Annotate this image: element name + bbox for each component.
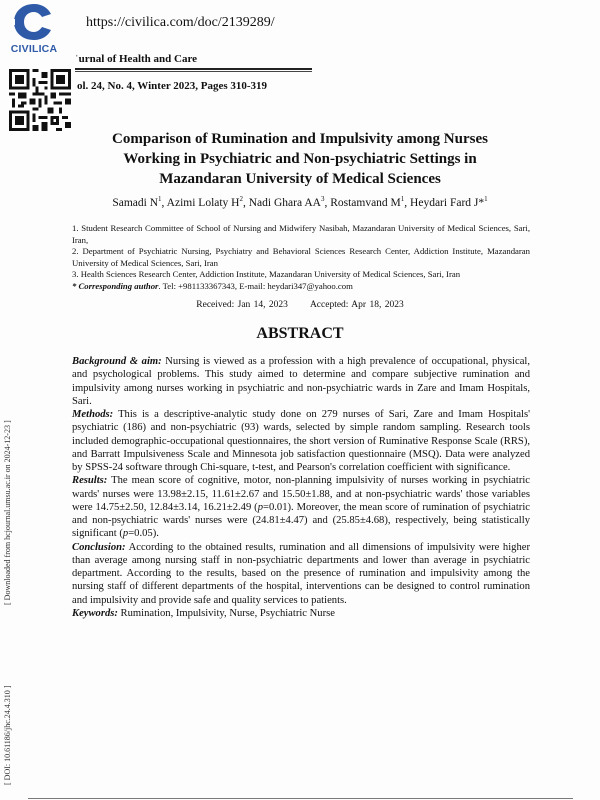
abstract-body [72,355,530,620]
civilica-logo[interactable] [4,2,64,58]
civilica-c-icon [11,2,57,42]
abstract-background: Background & aim: Nursing is viewed as a profession with a high prevalence of occupational, physical, and psychological problems. This study aimed to determine and compare subjective rumination and impulsivity among nurses working in psychiatric and non-psychiatric wards in Zare and Imam Hospitals, Sari. [72,356,530,407]
doi-stamp[interactable]: [ DOI: 10.61186/jhc.24.4.310 ] [3,685,12,785]
author-list: Samadi $N^1$, Azimi Lolaty $H^2$, Nadi Ghara $AA^3$, Rostamvand $M^1$, Heydari Fard J*$^1$ [112,195,488,209]
download-stamp: [ Downloaded from hcjournal.umsu.ac.ir on 2024-12-23 ] [3,420,12,605]
author: Rostamvand $M^1$ [330,195,405,209]
affiliation: 1. Student Research Committee of School of Nursing and Midwifery Nasibah, Mazandaran University of Medical Sciences, Sari, Iran, [72,223,530,245]
abstract-conclusion: Conclusion: According to the obtained results, rumination and all dimensions of impulsivity were higher than average among nursing staff in non-psychiatric departments and lower than average in psychiatric department. According to the results, based on the presence of rumination and impulsivity among the nursing staff of different departments of the hospital, interventions can be designed to control rumination and impulsivity and provide safe and quality services to patients. [72,541,530,606]
document-url[interactable]: https://civilica.com/doc/2139289/ [86,15,275,30]
accepted-date: Accepted: Apr 18, 2023 [309,300,404,310]
header-rule [75,68,312,70]
title-line: Mazandaran University of Medical Sciences [159,171,441,187]
affiliation: 3. Health Sciences Research Center, Addiction Institute, Mazandaran University of Medical Sciences, Sari, Iran [72,269,461,280]
abstract-methods: Methods: This is a descriptive-analytic study done on 279 nurses of Sari, Zare and Imam Hospitals' psychiatric (186) and non-psychiatric (93) wards, selected by simple random sampling. Research tools included demographic-occupational questionnaires, the short version of Ruminative Response Scale (RRS), and Barratt Impulsiveness Scale and Minnesota job satisfaction questionnaire (MSQ). Data were analyzed by SPSS-24 software through Chi-square, t-test, and Pearson's correlation coefficient with significance. [72,409,530,473]
abstract-keywords: Keywords: Rumination, Impulsivity, Nurse, Psychiatric Nurse [72,607,335,619]
qr-code-icon [9,69,71,131]
footer-rule [28,798,573,799]
title-line: Comparison of Rumination and Impulsivity among Nurses [112,131,488,147]
corresponding-author: * Corresponding author. Tel: +981133367343, E-mail: heydari347@yahoo.com [72,280,353,291]
abstract-results: Results: The mean score of cognitive, motor, non-planning impulsivity of nurses working in psychiatric wards' nurses were 13.98±2.15, 11.61±2.67 and 15.50±1.88, and at non-psychiatric wards' those variables were 14.75±2.50, 12.84±3.14, 16.21±2.49 (p=0.01). Moreover, the mean score of rumination of psychiatric and non-psychiatric wards' nurses were (24.81±4.47) and (25.85±4.68), respectively, being statistically significant (p=0.05). [72,475,530,540]
title-line: Working in Psychiatric and Non-psychiatric Settings in [123,151,477,167]
author: Azimi Lolaty $H^2$ [166,195,243,209]
article-dates [60,300,540,310]
affiliation: 2. Department of Psychiatric Nursing, Psychiatry and Behavioral Sciences Research Center, Addiction Institute, Mazandaran University of Medical Sciences, Sari, Iran [72,246,530,268]
corresponding-contact[interactable]: . Tel: +981133367343, E-mail: heydari347@yahoo.com [158,280,353,291]
author: Nadi Ghara $AA^3$ [248,195,325,209]
journal-name: ˈurnal of Health and Care [75,53,198,65]
volume-issue-line: ol. 24, No. 4, Winter 2023, Pages 310-319 [77,80,268,92]
logo-text: CIVILICA [10,43,58,55]
received-date: Received: Jan 14, 2023 [196,300,288,310]
author: Heydari Fard J*$^1$ [410,195,488,209]
article-title [60,129,540,189]
author: Samadi $N^1$ [112,195,162,209]
abstract-heading: ABSTRACT [256,325,344,342]
affiliations [72,223,530,293]
header-rule-thin [75,71,312,72]
